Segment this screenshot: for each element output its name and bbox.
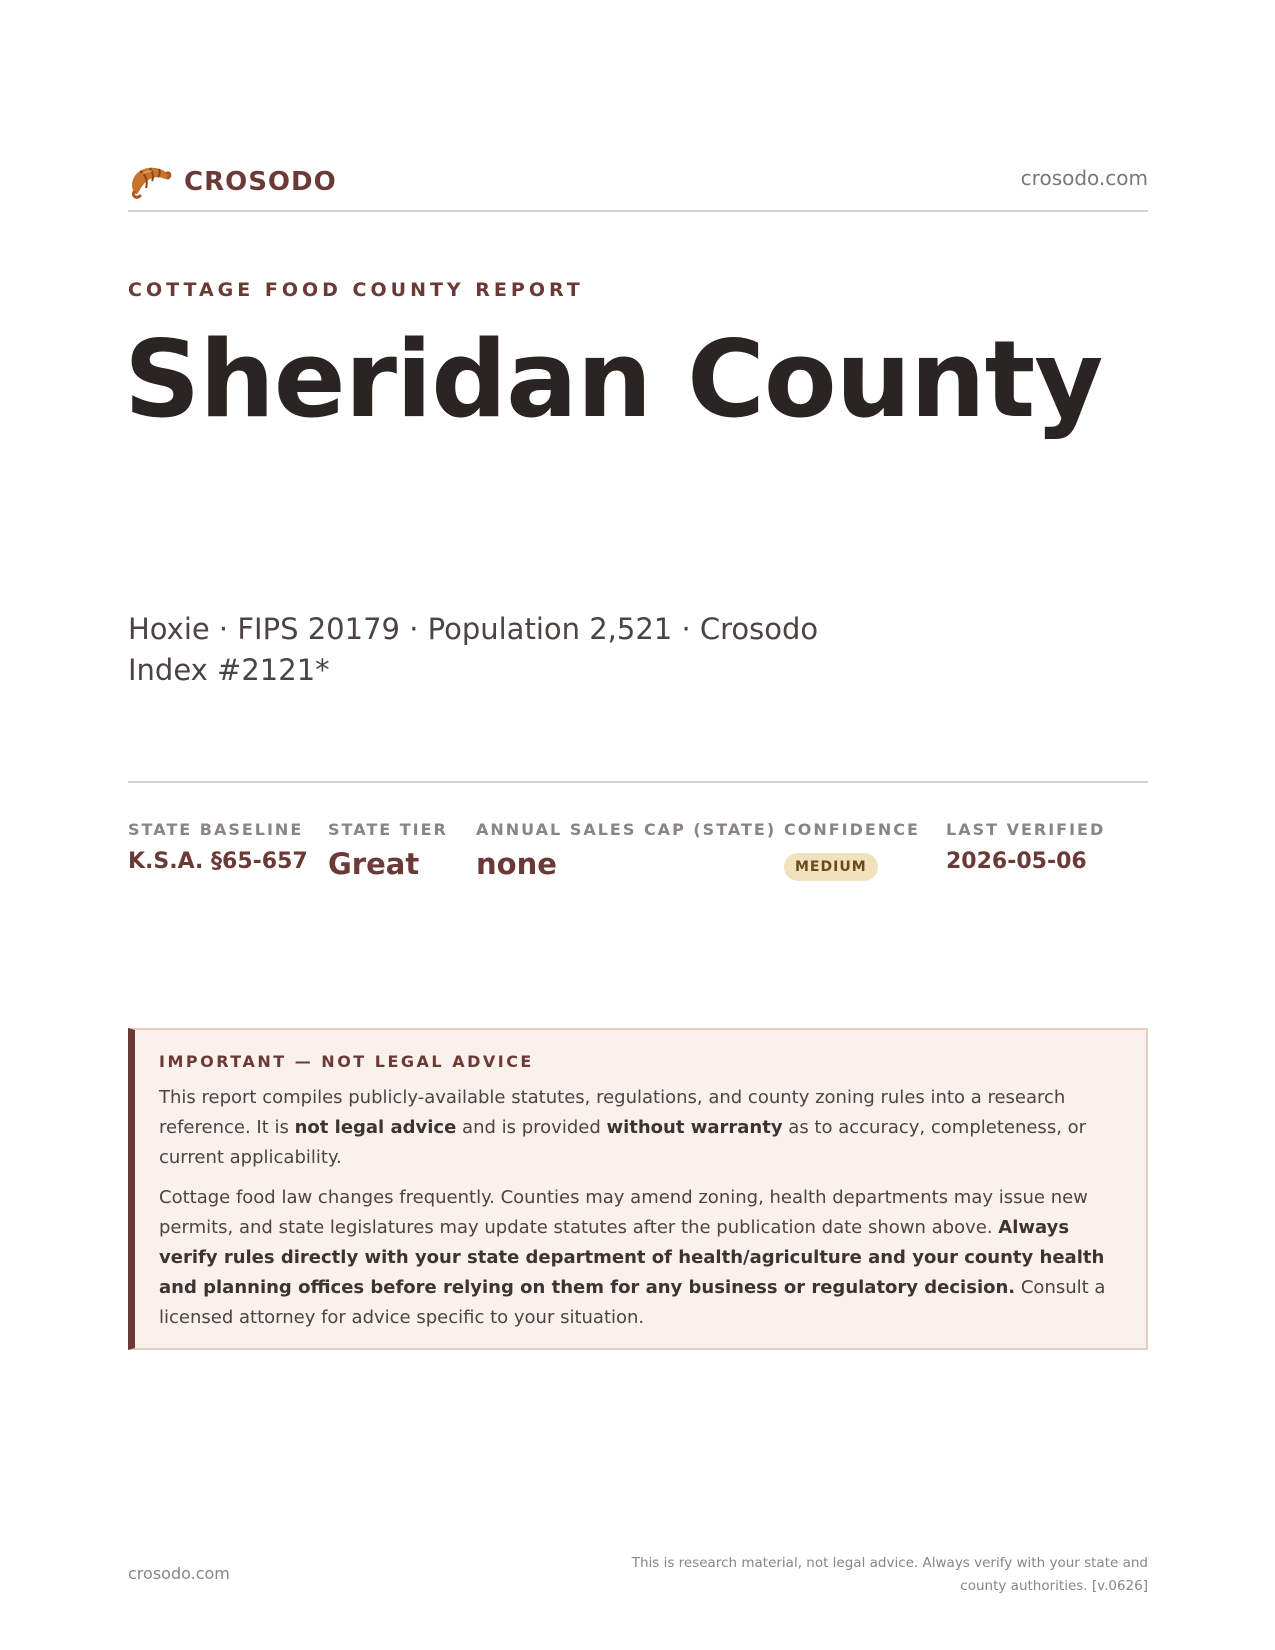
- stat-label: STATE TIER: [328, 820, 448, 839]
- brand-logo[interactable]: [128, 162, 337, 202]
- disclaimer-text: Cottage food law changes frequently. Counties may amend zoning, health departments may issue new permits, and state legislatures may update statutes after the publication date shown above.: [159, 1187, 1088, 1238]
- footer-note: This is research material, not legal advice. Always verify with your state and county authorities. [v.0626]: [631, 1555, 1148, 1594]
- stat-state-tier: [328, 820, 448, 881]
- stat-label: STATE BASELINE: [128, 820, 304, 839]
- stat-label: LAST VERIFIED: [946, 820, 1106, 839]
- report-kicker: COTTAGE FOOD COUNTY REPORT: [128, 279, 584, 301]
- stat-confidence: [784, 820, 920, 881]
- disclaimer-text: This report compiles publicly-available statutes, regulations, and county zoning rules into a research reference. It is: [159, 1087, 1066, 1138]
- disclaimer-paragraph: [159, 1183, 1124, 1333]
- disclaimer-title: IMPORTANT — NOT LEGAL ADVICE: [159, 1052, 534, 1071]
- stat-value: K.S.A. §65-657: [128, 849, 308, 874]
- legal-disclaimer: [128, 1028, 1148, 1350]
- disclaimer-text: as to accuracy, completeness, or current applicability.: [159, 1117, 1087, 1168]
- brand-bar: [128, 158, 1148, 212]
- stat-value: 2026-05-06: [946, 849, 1087, 874]
- stat-annual-sales-cap: [476, 820, 776, 881]
- brand-url[interactable]: crosodo.com: [1020, 166, 1148, 190]
- croissant-icon: [128, 162, 172, 202]
- stat-label: ANNUAL SALES CAP (STATE): [476, 820, 777, 839]
- stat-state-baseline: [128, 820, 308, 874]
- disclaimer-paragraph: [159, 1083, 1124, 1173]
- stat-label: CONFIDENCE: [784, 820, 920, 839]
- page-title: Sheridan County: [124, 318, 1103, 441]
- report-page: [124, 0, 1148, 1650]
- disclaimer-bold-text: Always verify rules directly with your state department of health/agriculture and your county health and planning offices before relying on them for any business or regulatory decision.: [159, 1217, 1105, 1298]
- stat-value: Great: [328, 847, 420, 881]
- disclaimer-bold-text: without warranty: [606, 1117, 783, 1138]
- disclaimer-bold-text: not legal advice: [294, 1117, 457, 1138]
- stats-divider: [128, 781, 1148, 783]
- report-subtitle: Hoxie · FIPS 20179 · Population 2,521 · Crosodo Index #2121*: [128, 612, 819, 687]
- stat-value: none: [476, 847, 557, 881]
- disclaimer-text: Consult a licensed attorney for advice specific to your situation.: [159, 1277, 1106, 1328]
- confidence-badge: MEDIUM: [784, 853, 878, 881]
- brand-name: CROSODO: [184, 167, 337, 197]
- stat-last-verified: [946, 820, 1105, 874]
- footer-url[interactable]: crosodo.com: [128, 1564, 230, 1583]
- disclaimer-text: and is provided: [456, 1117, 607, 1138]
